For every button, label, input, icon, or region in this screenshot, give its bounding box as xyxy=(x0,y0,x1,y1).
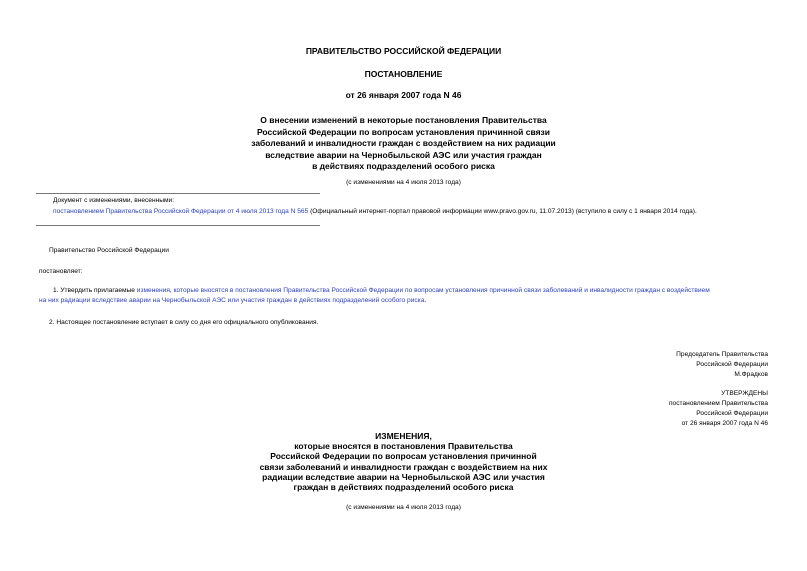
changes-line: граждан в действиях подразделений особого риска xyxy=(293,482,514,493)
changes-line: радиации вследствие аварии на Чернобыльской АЭС или участия xyxy=(262,471,545,482)
doc-date-number: от 26 января 2007 года N 46 xyxy=(345,90,462,100)
changes-line: Российской Федерации по вопросам установления причинной xyxy=(270,451,537,462)
signature-line: Российской Федерации xyxy=(696,361,768,368)
changes-heading xyxy=(0,431,807,492)
approved-block xyxy=(669,389,768,429)
divider-top xyxy=(36,193,320,194)
signature-line: Председатель Правительства xyxy=(676,351,768,358)
changes-link[interactable]: изменения xyxy=(136,287,170,294)
changes-desc-link[interactable]: которые вносятся в постановления Правительства Российской Федерации по вопросам установления причинной связи заболеваний и инвалидности граждан с воздействием xyxy=(173,287,710,294)
decree-word: постановляет: xyxy=(39,268,83,275)
signature-block xyxy=(676,350,768,380)
title-line: О внесении изменений в некоторые постановления Правительства xyxy=(260,115,547,125)
signature-line: М.Фрадков xyxy=(734,371,768,378)
doc-type: ПОСТАНОВЛЕНИЕ xyxy=(364,69,443,79)
changes-doc-rest: (Официальный интернет-портал правовой информации www.pravo.gov.ru, 11.07.2013) (вступило в силу с 1 января 2014 года). xyxy=(308,208,697,215)
divider-bottom xyxy=(36,225,320,226)
amending-decree-link[interactable]: постановлением Правительства Российской Федерации от 4 июля 2013 года N 565 xyxy=(53,208,309,215)
paragraph-1-line-1: 1. Утвердить прилагаемые изменения, которые вносятся в постановления Правительства Российской Федерации по вопросам установления причинной связи заболеваний и инвалидности граждан с воздействием xyxy=(53,287,710,294)
paragraph-2: 2. Настоящее постановление вступает в силу со дня его официального опубликования. xyxy=(49,319,319,326)
paragraph-1-line-2: на них радиации вследствие аварии на Чернобыльской АЭС или участия граждан в действиях подразделений особого риска. xyxy=(39,297,427,304)
title-line: Российской Федерации по вопросам установления причинной связи xyxy=(256,126,551,137)
changes-revision-note: (с изменениями на 4 июля 2013 года) xyxy=(346,504,461,511)
approved-line: Российской Федерации xyxy=(696,410,768,417)
org-name: ПРАВИТЕЛЬСТВО РОССИЙСКОЙ ФЕДЕРАЦИИ xyxy=(305,46,502,56)
doc-title xyxy=(0,115,807,173)
title-line: заболеваний и инвалидности граждан с воздействием на них радиации xyxy=(251,138,556,149)
approved-line: постановлением Правительства xyxy=(668,400,768,407)
approved-line: от 26 января 2007 года N 46 xyxy=(681,420,768,427)
approved-line: УТВЕРЖДЕНЫ xyxy=(721,390,768,397)
changes-doc-line xyxy=(53,208,697,215)
gov-name: Правительство Российской Федерации xyxy=(49,247,169,254)
changes-doc-label: Документ с изменениями, внесенными: xyxy=(53,197,175,204)
changes-desc-link-cont[interactable]: на них радиации вследствие аварии на Чернобыльской АЭС или участия граждан в действиях подразделений особого риска xyxy=(39,297,425,304)
changes-line: связи заболеваний и инвалидности граждан с воздействием на них xyxy=(259,461,548,472)
changes-title: ИЗМЕНЕНИЯ, xyxy=(375,431,432,441)
changes-line: которые вносятся в постановления Правительства xyxy=(294,441,513,452)
title-line: в действиях подразделений особого риска xyxy=(312,161,495,172)
title-line: вследствие аварии на Чернобыльской АЭС или участия граждан xyxy=(265,149,542,160)
revision-note: (с изменениями на 4 июля 2013 года) xyxy=(346,179,461,186)
